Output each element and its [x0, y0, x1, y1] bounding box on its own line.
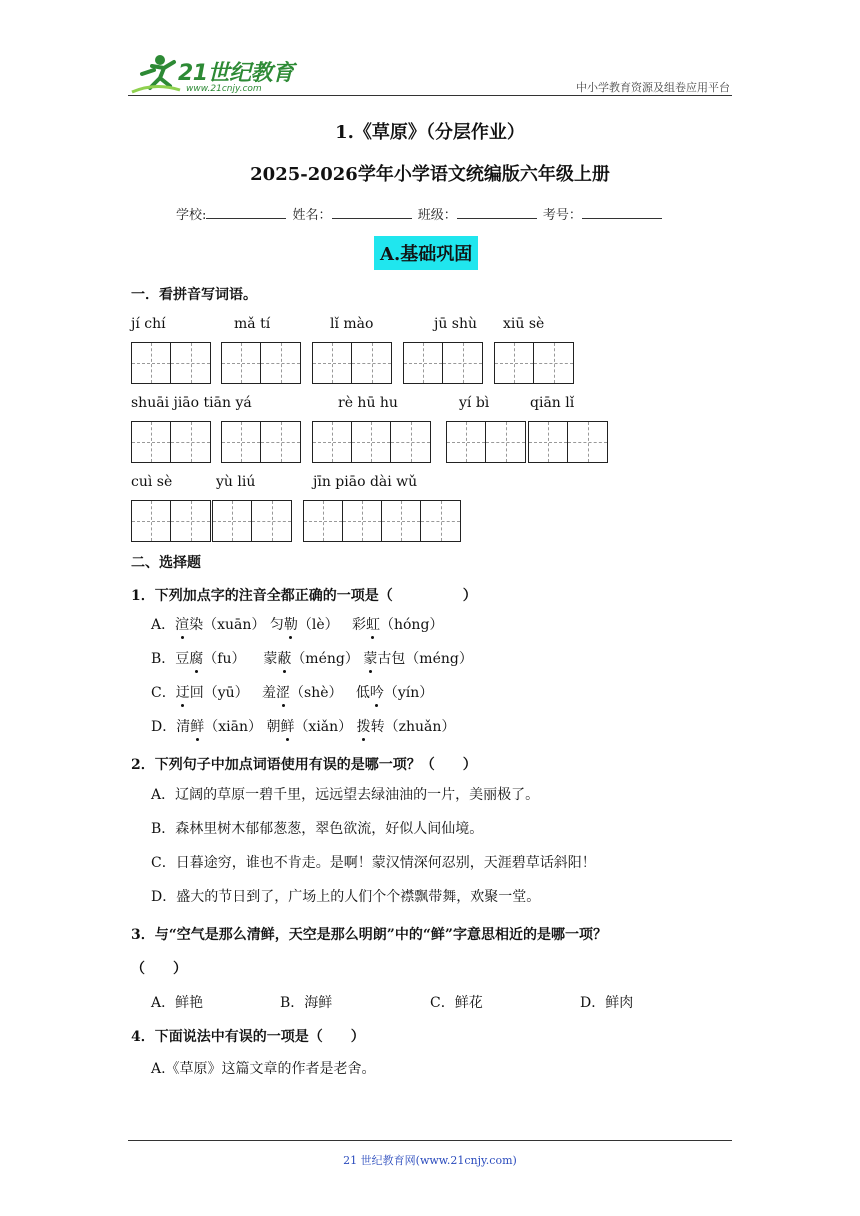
exam-no-label: 考号：: [542, 208, 582, 223]
q4-option-a[interactable]: A.《草原》这篇文章的作者是老舍。: [151, 1061, 376, 1077]
pinyin: xiū sè: [503, 316, 545, 332]
pinyin: rè hū hu: [338, 395, 398, 411]
logo-url: www.21cnjy.com: [186, 84, 262, 94]
writing-grid[interactable]: [312, 421, 431, 463]
q1-option-a[interactable]: A．渲染（xuān） 匀勒（lè） 彩虹（hóng）: [151, 614, 443, 634]
page-title: 1.《草原》（分层作业）: [335, 122, 525, 143]
q2-heading: 二、选择题: [131, 555, 201, 571]
q1-option-b[interactable]: B．豆腐（fu） 蒙蔽（méng） 蒙古包（méng）: [151, 648, 473, 668]
q2-option-c[interactable]: C．日暮途穷，谁也不肯走。是啊！蒙汉情深何忍别，天涯碧草话斜阳！: [151, 855, 596, 871]
q1-heading: 一．看拼音写词语。: [131, 287, 257, 303]
q2-option-b[interactable]: B．森林里树木郁郁葱葱，翠色欲流，好似人间仙境。: [151, 821, 484, 837]
platform-label: 中小学教育资源及组卷应用平台: [576, 81, 730, 94]
footer-divider: [128, 1140, 732, 1141]
page-subtitle: 2025-2026学年小学语文统编版六年级上册: [250, 164, 610, 185]
writing-grid[interactable]: [221, 421, 301, 463]
pinyin: jīn piāo dài wǔ: [313, 474, 418, 490]
school-blank[interactable]: [206, 205, 286, 219]
student-info: [176, 204, 664, 223]
writing-grid[interactable]: [221, 342, 301, 384]
writing-grid[interactable]: [312, 342, 392, 384]
writing-grid[interactable]: [494, 342, 574, 384]
writing-grid[interactable]: [528, 421, 608, 463]
question-1-stem: 1．下列加点字的注音全都正确的一项是（ ）: [131, 588, 477, 604]
pinyin: jí chí: [131, 316, 166, 332]
pinyin: cuì sè: [131, 474, 173, 490]
logo-text: 21世纪教育: [178, 61, 294, 86]
footer-link[interactable]: 21 世纪教育网(www.21cnjy.com): [343, 1154, 517, 1167]
q3-option-d[interactable]: D．鲜肉: [580, 995, 634, 1011]
section-a-title: A.基础巩固: [374, 236, 478, 270]
pinyin: jū shù: [434, 316, 478, 332]
exam-no-blank[interactable]: [582, 205, 662, 219]
runner-logo-icon: [130, 52, 182, 96]
writing-grid[interactable]: [131, 342, 211, 384]
class-blank[interactable]: [457, 205, 537, 219]
q3-option-a[interactable]: A．鲜艳: [151, 995, 204, 1011]
question-2-stem: 2．下列句子中加点词语使用有误的是哪一项？（ ）: [131, 757, 477, 773]
pinyin: qiān lǐ: [530, 395, 575, 411]
q3-option-b[interactable]: B．海鲜: [280, 995, 333, 1011]
writing-grid[interactable]: [131, 500, 211, 542]
pinyin: yí bì: [459, 395, 490, 411]
pinyin: mǎ tí: [234, 316, 271, 332]
writing-grid[interactable]: [446, 421, 526, 463]
writing-grid[interactable]: [403, 342, 483, 384]
q2-option-a[interactable]: A．辽阔的草原一碧千里，远远望去绿油油的一片，美丽极了。: [151, 787, 540, 803]
question-3-answer-paren: （ ）: [131, 961, 187, 977]
writing-grid[interactable]: [303, 500, 461, 542]
name-blank[interactable]: [332, 205, 412, 219]
pinyin: lǐ mào: [330, 316, 374, 332]
pinyin: shuāi jiāo tiān yá: [131, 395, 252, 411]
question-3-stem: 3．与“空气是那么清鲜，天空是那么明朗”中的“鲜”字意思相近的是哪一项？: [131, 927, 607, 943]
school-label: 学校:: [176, 208, 207, 223]
q2-option-d[interactable]: D．盛大的节日到了，广场上的人们个个襟飘带舞，欢聚一堂。: [151, 889, 541, 905]
header-divider: [128, 95, 732, 96]
q3-option-c[interactable]: C．鲜花: [430, 995, 483, 1011]
q1-option-d[interactable]: D．清鲜（xiān） 朝鲜（xiǎn） 拨转（zhuǎn）: [151, 716, 455, 736]
pinyin: yù liú: [216, 474, 256, 490]
question-4-stem: 4．下面说法中有误的一项是（ ）: [131, 1029, 365, 1045]
q1-option-c[interactable]: C．迂回（yū） 羞涩（shè） 低吟（yín）: [151, 682, 433, 702]
name-label: 姓名：: [292, 208, 332, 223]
writing-grid[interactable]: [131, 421, 211, 463]
writing-grid[interactable]: [212, 500, 292, 542]
class-label: 班级：: [417, 208, 457, 223]
